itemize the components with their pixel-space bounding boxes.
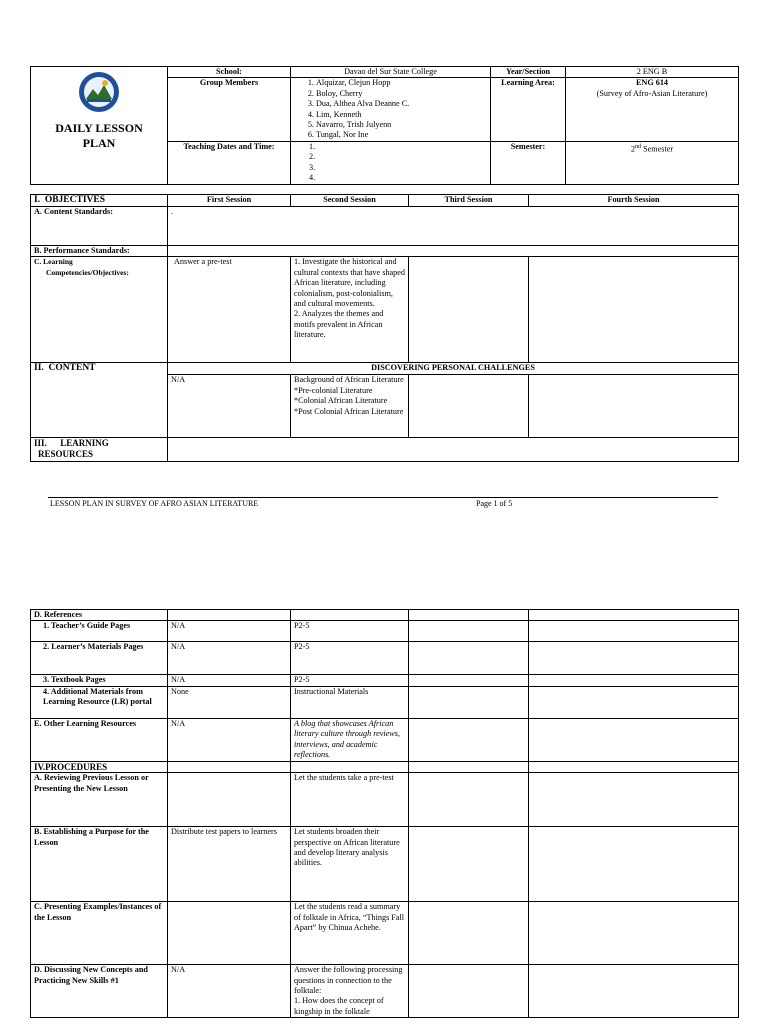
reference-second: P2-5 [291, 621, 409, 642]
procedure-first: N/A [168, 965, 291, 1018]
footer-divider [48, 497, 718, 498]
lc-first-session: Answer a pre-test [168, 257, 291, 363]
procedure-label: B. Establishing a Purpose for the Lesson [31, 827, 168, 902]
procedure-label: A. Reviewing Previous Lesson or Presenting the New Lesson [31, 773, 168, 827]
reference-label: 4. Additional Materials from Learning Resource (LR) portal [31, 686, 168, 718]
content-third-session [409, 375, 529, 438]
content-standards-value: . [168, 207, 739, 246]
member-item: 5. Navarro, Trish Julyenn [316, 120, 487, 130]
college-seal-logo [78, 71, 120, 113]
procedure-second: Let the students read a summary of folktale in Africa, “Things Fall Apart” by Chinua Achebe. [291, 902, 409, 965]
year-value: 2 ENG B [566, 67, 739, 78]
member-item: 4. Lim, Kenneth [316, 110, 487, 120]
page-number: Page 1 of 5 [476, 499, 513, 508]
title-cell [31, 67, 168, 185]
objectives-heading: I. OBJECTIVES [31, 195, 168, 207]
lc-second-session: 1. Investigate the historical and cultural contexts that have shaped African literature, including colonialism, post-colonialism, and cultural movements. 2. Analyzes the themes and motifs prevalent in African literature. [291, 257, 409, 363]
procedure-second: Let students broaden their perspective on African literature and develop literary analysis abilities. [291, 827, 409, 902]
content-first-session: N/A [168, 375, 291, 438]
session-header-third: Third Session [409, 195, 529, 207]
procedure-first [168, 902, 291, 965]
content-fourth-session [529, 375, 739, 438]
session-header-first: First Session [168, 195, 291, 207]
procedure-second: Let the students take a pre-test [291, 773, 409, 827]
objectives-table [30, 194, 739, 462]
reference-second: Instructional Materials [291, 686, 409, 718]
member-item: 6. Tungal, Nor Ine [316, 130, 487, 140]
performance-standards-value [168, 246, 739, 257]
member-item: 1. Alquizar, Clejun Hopp [316, 78, 487, 88]
performance-standards-label: B. Performance Standards: [31, 246, 168, 257]
member-item: 3. Dua, Althea Alva Deanne C. [316, 99, 487, 109]
learning-competencies-label: C. Learning Competencies/Objectives: [31, 257, 168, 363]
procedure-second: Answer the following processing questions in connection to the folktale: 1. How does the concept of kingship in the folktale [291, 965, 409, 1018]
area-label: Learning Area: [491, 78, 566, 141]
group-members-list [291, 78, 491, 141]
reference-label: 3. Textbook Pages [31, 675, 168, 686]
procedure-first [168, 773, 291, 827]
reference-label: 2. Learner’s Materials Pages [31, 642, 168, 675]
content-banner: DISCOVERING PERSONAL CHALLENGES [168, 363, 739, 375]
procedure-first: Distribute test papers to learners [168, 827, 291, 902]
reference-first: N/A [168, 675, 291, 686]
procedure-label: C. Presenting Examples/Instances of the Lesson [31, 902, 168, 965]
dates-label: Teaching Dates and Time: [168, 141, 291, 184]
reference-first: None [168, 686, 291, 718]
year-label: Year/Section [491, 67, 566, 78]
header-table [30, 66, 739, 185]
references-procedures-table [30, 609, 739, 1018]
reference-first: N/A [168, 642, 291, 675]
member-item: 2. Boloy, Cherry [316, 89, 487, 99]
area-value: ENG 614 (Survey of Afro-Asian Literature) [566, 78, 739, 141]
procedures-heading: IV.PROCEDURES [31, 761, 168, 772]
lc-fourth-session [529, 257, 739, 363]
dates-list: 1. 2. 3. 4. [291, 141, 491, 184]
resources-value [168, 438, 739, 462]
group-label: Group Members [168, 78, 291, 141]
references-heading: D. References [31, 610, 168, 621]
other-resources-second: A blog that showcases African literary culture through reviews, interviews, and academic reflections. [291, 718, 409, 761]
semester-value: 2nd Semester [566, 141, 739, 184]
content-second-session: Background of African Literature *Pre-colonial Literature *Colonial African Literature *Post Colonial African Literature [291, 375, 409, 438]
page-title: DAILY LESSON PLAN [55, 121, 143, 150]
reference-second: P2-5 [291, 642, 409, 675]
content-standards-label: A. Content Standards: [31, 207, 168, 246]
resources-heading: III. LEARNING RESOURCES [31, 438, 168, 462]
other-resources-label: E. Other Learning Resources [31, 718, 168, 761]
procedure-label: D. Discussing New Concepts and Practicing New Skills #1 [31, 965, 168, 1018]
lc-third-session [409, 257, 529, 363]
footer-title: LESSON PLAN IN SURVEY OF AFRO ASIAN LITERATURE [50, 499, 259, 508]
school-label: School: [168, 67, 291, 78]
reference-second: P2-5 [291, 675, 409, 686]
reference-first: N/A [168, 621, 291, 642]
content-heading: II. CONTENT [31, 363, 168, 438]
reference-label: 1. Teacher’s Guide Pages [31, 621, 168, 642]
semester-label: Semester: [491, 141, 566, 184]
session-header-second: Second Session [291, 195, 409, 207]
school-value: Davao del Sur State College [291, 67, 491, 78]
other-resources-first: N/A [168, 718, 291, 761]
session-header-fourth: Fourth Session [529, 195, 739, 207]
